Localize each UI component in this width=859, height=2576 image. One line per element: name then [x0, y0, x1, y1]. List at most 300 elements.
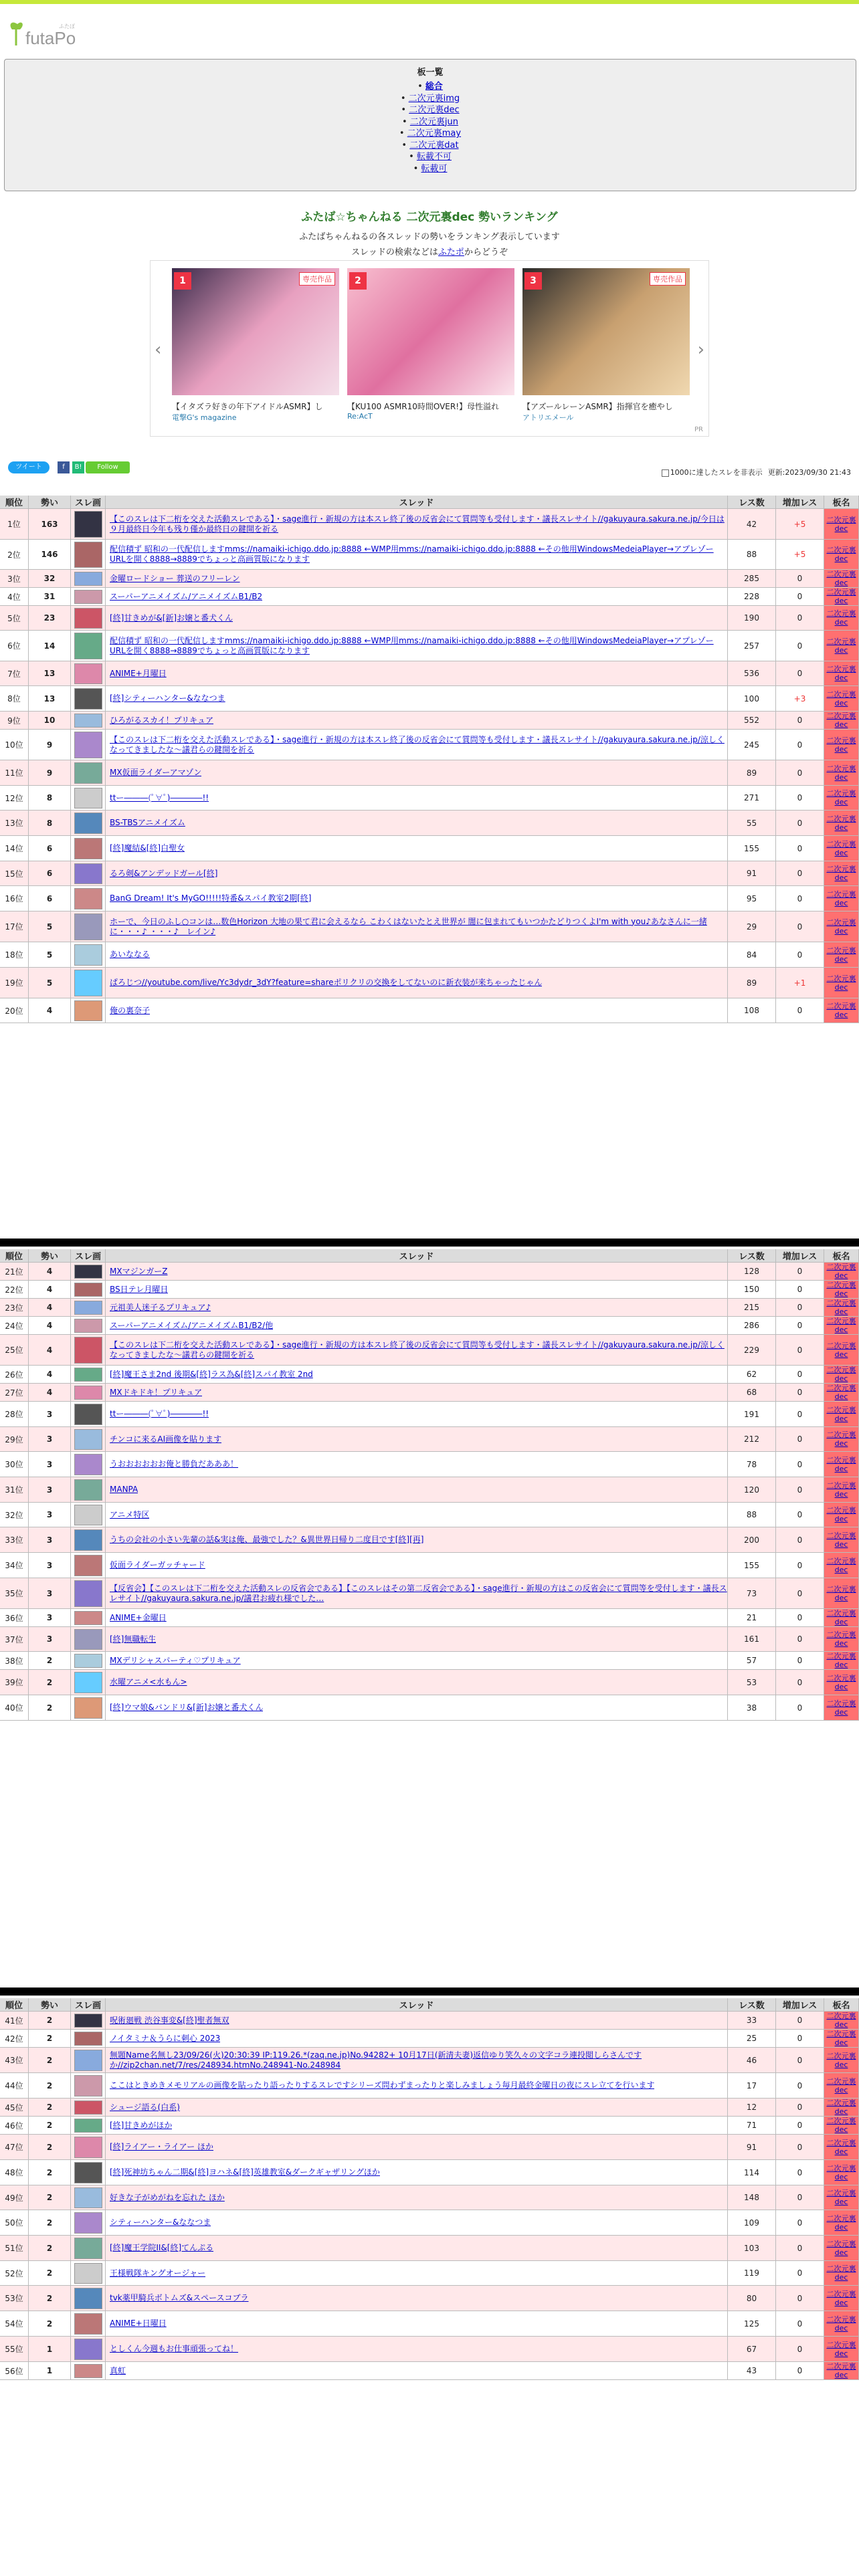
thread-thumbnail[interactable] [74, 2162, 102, 2183]
carousel-next-icon[interactable]: › [697, 340, 704, 360]
thread-link[interactable]: ANIME+月曜日 [110, 668, 167, 678]
res-count-cell: 114 [728, 2160, 776, 2185]
ad-rank-badge: 2 [349, 272, 367, 290]
thread-thumbnail[interactable] [74, 863, 102, 884]
thread-link[interactable]: [終]死神坊ちゃん二期&[終]ヨハネ&[終]英雄教室&ダークギャザリングほか [110, 2167, 380, 2177]
board-link[interactable]: 二次元裏dec [824, 1335, 859, 1365]
rank-cell: 48位 [0, 2160, 29, 2185]
thread-link[interactable]: るろ剣&アンデッドガール[終] [110, 868, 218, 878]
thread-link[interactable]: 元祖美人迷子るプリキュア♪ [110, 1302, 211, 1312]
increase-cell: 0 [776, 1553, 824, 1578]
thumb-cell [71, 631, 106, 661]
board-link[interactable]: 二次元裏dec [824, 2135, 859, 2159]
thread-link[interactable]: 呪術廻戦 渋谷事変&[終]聖者無双 [110, 2015, 229, 2025]
thread-link[interactable]: MANPA [110, 1485, 138, 1494]
rank-cell: 41位 [0, 2012, 29, 2029]
board-link[interactable]: 二次元裏dec [824, 2073, 859, 2098]
res-count-cell: 103 [728, 2236, 776, 2260]
thread-link[interactable]: 俺の裏奈子 [110, 1005, 151, 1015]
rank-cell: 46位 [0, 2117, 29, 2134]
thread-thumbnail[interactable] [74, 1697, 102, 1719]
thread-link[interactable]: ぱろじつ//youtube.com/live/Yc3dydr_3dY?feature=shareポリクリの交換をしてないのに新衣装が来ちゃったじゃん [110, 978, 543, 987]
thread-thumbnail[interactable] [74, 663, 102, 684]
ikioi-cell: 146 [29, 540, 71, 569]
thread-link[interactable]: MXマジンガーZ [110, 1266, 168, 1276]
menu-link[interactable]: 転載可 [421, 163, 448, 174]
thread-thumbnail[interactable] [74, 762, 102, 784]
thread-thumbnail[interactable] [74, 2014, 102, 2028]
thread-thumbnail[interactable] [74, 1386, 102, 1400]
board-link[interactable]: 二次元裏dec [824, 712, 859, 729]
board-link[interactable]: 二次元裏dec [824, 570, 859, 587]
menu-link[interactable]: 二次元裏may [407, 128, 462, 138]
thumb-cell [71, 712, 106, 729]
ikioi-cell: 2 [29, 2073, 71, 2098]
table-row [0, 606, 859, 631]
board-link[interactable]: 二次元裏dec [824, 1299, 859, 1316]
board-link[interactable]: 二次元裏dec [824, 2362, 859, 2379]
thumb-cell [71, 2286, 106, 2311]
thread-thumbnail[interactable] [74, 732, 102, 758]
board-link[interactable]: 二次元裏dec [824, 1527, 859, 1552]
board-link[interactable]: 二次元裏dec [824, 2311, 859, 2336]
thread-cell [106, 2117, 728, 2134]
carousel-prev-icon[interactable]: ‹ [155, 340, 162, 360]
thread-cell [106, 1609, 728, 1626]
board-link[interactable]: 二次元裏dec [824, 686, 859, 711]
thumb-cell [71, 686, 106, 711]
res-count-cell: 73 [728, 1578, 776, 1608]
thread-link[interactable]: MXドキドキ！プリキュア [110, 1387, 203, 1397]
thread-thumbnail[interactable] [74, 1580, 102, 1607]
thread-thumbnail[interactable] [74, 1505, 102, 1525]
column-header: 板名 [824, 496, 859, 508]
board-link[interactable]: 二次元裏dec [824, 1366, 859, 1383]
thread-link[interactable]: ひろがるスカイ！プリキュア [110, 715, 214, 725]
table-row [0, 886, 859, 911]
res-count-cell: 89 [728, 968, 776, 998]
board-link[interactable]: 二次元裏dec [824, 631, 859, 661]
thread-link[interactable]: [終]無職転生 [110, 1634, 157, 1644]
res-count-cell: 119 [728, 2261, 776, 2285]
res-count-cell: 148 [728, 2185, 776, 2210]
rank-cell: 13位 [0, 811, 29, 835]
table-row [0, 1427, 859, 1452]
thread-thumbnail[interactable] [74, 1555, 102, 1576]
thread-cell [106, 1317, 728, 1334]
thumb-cell [71, 2030, 106, 2047]
thread-link[interactable]: 【このスレは下二桁を交えた活動スレである】・sage進行・新規の方は本スレ終了後の反省会にて質問等も受付します・議長スレサイト//gakuyaura.sakura.ne.jp/今日は９月最終日今年も残り僅か最終日の鍵開を祈る [110, 514, 725, 534]
board-link[interactable]: 二次元裏dec [824, 2261, 859, 2285]
thread-thumbnail[interactable] [74, 2032, 102, 2046]
res-count-cell: 212 [728, 1427, 776, 1451]
board-link[interactable]: 二次元裏dec [824, 2286, 859, 2311]
board-link[interactable]: 二次元裏dec [824, 1578, 859, 1608]
thread-link[interactable]: 配信積ず 昭和の一代配信しますmms://namaiki-ichigo.ddo.jp:8888 ←WMP用mms://namaiki-ichigo.ddo.jp:8888 ←その他用WindowsMedeiaPlayer→アプレゾーURLを開く8888→8889でちょっと高画質版になります [110, 544, 714, 564]
table-row [0, 2236, 859, 2261]
thread-link[interactable]: [終]魔王さま2nd 後期&[終]ラス為&[終]スパイ教室 2nd [110, 1369, 313, 1379]
thread-link[interactable]: [終]ライアー・ライアー ほか [110, 2142, 214, 2151]
increase-cell: 0 [776, 2210, 824, 2235]
thread-thumbnail[interactable] [74, 1404, 102, 1425]
res-count-cell: 286 [728, 1317, 776, 1334]
column-header: 順位 [0, 496, 29, 508]
thumb-cell [71, 942, 106, 967]
rank-cell: 36位 [0, 1609, 29, 1626]
thumb-cell [71, 2261, 106, 2285]
thread-thumbnail[interactable] [74, 572, 102, 586]
rank-cell: 30位 [0, 1452, 29, 1477]
table-row [0, 1627, 859, 1652]
thumb-cell [71, 1281, 106, 1298]
thread-thumbnail[interactable] [74, 1454, 102, 1475]
board-link[interactable]: 二次元裏dec [824, 998, 859, 1023]
ad-new-badge: 専売作品 [650, 272, 686, 286]
board-link[interactable]: 二次元裏dec [824, 836, 859, 861]
table-row [0, 811, 859, 836]
thread-thumbnail[interactable] [74, 1283, 102, 1297]
increase-cell: 0 [776, 998, 824, 1023]
thread-thumbnail[interactable] [74, 2075, 102, 2097]
res-count-cell: 12 [728, 2099, 776, 2116]
menu-link[interactable]: 二次元裏img [408, 93, 460, 104]
follow-button[interactable]: Follow [86, 461, 130, 473]
thread-cell [106, 2012, 728, 2029]
column-header: スレッド [106, 1998, 728, 2011]
thread-thumbnail[interactable] [74, 1654, 102, 1668]
board-link[interactable]: 二次元裏dec [824, 1670, 859, 1695]
thread-thumbnail[interactable] [74, 2119, 102, 2133]
thread-thumbnail[interactable] [74, 2187, 102, 2208]
ikioi-cell: 2 [29, 2311, 71, 2336]
thread-thumbnail[interactable] [74, 2263, 102, 2284]
board-link[interactable]: 二次元裏dec [824, 1695, 859, 1720]
ad-item[interactable] [347, 268, 514, 425]
ad-image[interactable] [172, 268, 339, 395]
board-link[interactable]: 二次元裏dec [824, 886, 859, 911]
board-link[interactable]: 二次元裏dec [824, 661, 859, 685]
thread-link[interactable]: 好きな子がめがねを忘れた ほか [110, 2192, 225, 2202]
thumb-cell [71, 968, 106, 998]
page-title: ふたば☆ちゃんねる 二次元裏dec 勢いランキング [301, 211, 558, 224]
thread-thumbnail[interactable] [74, 2313, 102, 2335]
thread-link[interactable]: スーパーアニメイズム/アニメイズムB1/B2/他 [110, 1320, 274, 1330]
thread-link[interactable]: アニメ特区 [110, 1509, 150, 1519]
table-row [0, 1652, 859, 1670]
thread-link[interactable]: MXデリシャスパーティ♡プリキュア [110, 1655, 241, 1665]
thread-thumbnail[interactable] [74, 511, 102, 538]
table-row [0, 730, 859, 760]
rank-cell: 55位 [0, 2337, 29, 2361]
board-link[interactable]: 二次元裏dec [824, 1477, 859, 1502]
thread-link[interactable]: [終]魔王学院II&[終]てんぷる [110, 2243, 214, 2252]
board-link[interactable]: 二次元裏dec [824, 861, 859, 885]
thread-cell [106, 2048, 728, 2072]
thumb-cell [71, 2012, 106, 2029]
rank-cell: 44位 [0, 2073, 29, 2098]
thread-link[interactable]: 金曜ロードショー 葬送のフリーレン [110, 573, 240, 583]
futapo-logo[interactable] [7, 19, 100, 48]
board-link[interactable]: 二次元裏dec [824, 1427, 859, 1451]
thread-thumbnail[interactable] [74, 970, 102, 996]
board-link[interactable]: 二次元裏dec [824, 1503, 859, 1527]
board-link[interactable]: 二次元裏dec [824, 2185, 859, 2210]
thread-link[interactable]: tvk薬甲騎兵ボトムズ&スペースコブラ [110, 2293, 249, 2302]
menu-item: • 二次元裏may [399, 128, 462, 138]
tweet-button[interactable]: ツイート [8, 461, 50, 473]
thread-cell [106, 712, 728, 729]
thread-cell [106, 968, 728, 998]
thread-thumbnail[interactable] [74, 2238, 102, 2259]
thread-link[interactable]: MX仮面ライダーアマゾン [110, 768, 202, 777]
board-link[interactable]: 二次元裏dec [824, 2012, 859, 2029]
board-link[interactable]: 二次元裏dec [824, 2117, 859, 2134]
table-header-row [0, 1249, 859, 1263]
thumb-cell [71, 1299, 106, 1316]
thread-link[interactable]: 真虹 [110, 2365, 126, 2375]
thread-thumbnail[interactable] [74, 714, 102, 728]
thread-link[interactable]: ttー―――(ﾟ∀ﾟ)――――!! [110, 792, 209, 802]
ad-item[interactable] [522, 268, 690, 425]
thread-thumbnail[interactable] [74, 2288, 102, 2309]
board-link[interactable]: 二次元裏dec [824, 942, 859, 967]
increase-cell: 0 [776, 2160, 824, 2185]
thread-link[interactable]: シティーハンター&ななつま [110, 2218, 211, 2227]
thread-cell [106, 2286, 728, 2311]
thread-thumbnail[interactable] [74, 1265, 102, 1279]
board-link[interactable]: 二次元裏dec [824, 1384, 859, 1401]
ikioi-cell: 31 [29, 588, 71, 605]
ad-brand[interactable]: Re:AcT [347, 412, 373, 421]
board-link[interactable]: 二次元裏dec [824, 1553, 859, 1578]
menu-link[interactable]: 転載不可 [416, 152, 452, 162]
thread-link[interactable]: あいななる [110, 950, 151, 959]
thumb-cell [71, 786, 106, 810]
ikioi-cell: 2 [29, 2099, 71, 2116]
table-row [0, 2286, 859, 2311]
board-link[interactable]: 二次元裏dec [824, 509, 859, 539]
board-link[interactable]: 二次元裏dec [824, 540, 859, 569]
res-count-cell: 17 [728, 2073, 776, 2098]
thread-thumbnail[interactable] [74, 1479, 102, 1501]
ikioi-cell: 1 [29, 2362, 71, 2379]
ad-title[interactable]: 【KU100 ASMR10時間OVER!】母性溢れ [347, 402, 500, 411]
thread-link[interactable]: 【このスレは下二桁を交えた活動スレである】・sage進行・新規の方は本スレ終了後の反省会にて質問等も受付します・議長スレサイト//gakuyaura.sakura.ne.jp/涼しくなってきましたな～議君らの鍵開を祈る [110, 1339, 725, 1360]
thread-cell [106, 588, 728, 605]
board-link[interactable]: 二次元裏dec [824, 1281, 859, 1298]
thread-link[interactable]: うちの会社の小さい先輩の話&実は俺、最強でした？&異世界日帰り二度目です[終][再] [110, 1535, 424, 1544]
thumb-cell [71, 2185, 106, 2210]
table-row [0, 2135, 859, 2160]
column-header: スレ画 [71, 1249, 106, 1262]
thread-thumbnail[interactable] [74, 2339, 102, 2360]
thread-link[interactable]: 配信積ず 昭和の一代配信しますmms://namaiki-ichigo.ddo.jp:8888 ←WMP用mms://namaiki-ichigo.ddo.jp:8888 ←その他用WindowsMedeiaPlayer→アプレゾーURLを開く8888→8889でちょっと高画質版になります [110, 635, 714, 655]
thread-link[interactable]: BanG Dream! It's MyGO!!!!!特番&スパイ教室2期[終] [110, 893, 312, 903]
board-link[interactable]: 二次元裏dec [824, 1627, 859, 1651]
thread-cell [106, 998, 728, 1023]
rank-cell: 2位 [0, 540, 29, 569]
thread-thumbnail[interactable] [74, 1319, 102, 1333]
thread-link[interactable]: [終]シティーハンター&ななつま [110, 693, 225, 703]
thread-thumbnail[interactable] [74, 633, 102, 659]
board-link[interactable]: 二次元裏dec [824, 2160, 859, 2185]
ikioi-cell: 5 [29, 968, 71, 998]
res-count-cell: 46 [728, 2048, 776, 2072]
futapo-link[interactable]: ふたポ [438, 247, 464, 257]
thread-link[interactable]: ノイタミナ＆うらに刺心 2023 [110, 2033, 221, 2043]
thread-link[interactable]: としくん今週もお仕事頑張ってね！ [110, 2344, 239, 2353]
thread-link[interactable]: [終]魔結&[終]白聖女 [110, 843, 185, 853]
thread-link[interactable]: [終]ウマ娘&バンドリ&[新]お嬢と番犬くん [110, 1703, 264, 1712]
board-link[interactable]: 二次元裏dec [824, 968, 859, 998]
thread-link[interactable]: 水曜アニメ<水もん> [110, 1677, 187, 1687]
board-link[interactable]: 二次元裏dec [824, 1263, 859, 1280]
thread-link[interactable]: ttー―――(ﾟ∀ﾟ)――――!! [110, 1409, 209, 1418]
menu-link[interactable]: 総合 [425, 82, 443, 92]
thread-link[interactable]: ホーで、今日のふし○コンは…数色Horizon 大地の果て君に会えるなら こわくはないたとえ世界が 闇に包まれてもいつかたどりつくよI'm with you♪あなさんに一緒に・・・♪ ・・・♪ レイン♪ [110, 916, 707, 936]
thread-link[interactable]: 【このスレは下二桁を交えた活動スレである】・sage進行・新規の方は本スレ終了後の反省会にて質問等も受付します・議長スレサイト//gakuyaura.sakura.ne.jp/涼しくなってきましたな～議君らの鍵開を祈る [110, 734, 725, 754]
ad-title[interactable]: 【アズールレーンASMR】指揮官を癒やし [522, 402, 673, 411]
thread-thumbnail[interactable] [74, 838, 102, 859]
thread-link[interactable]: [終]甘きめがほか [110, 2120, 173, 2130]
board-link[interactable]: 二次元裏dec [824, 730, 859, 760]
board-link[interactable]: 二次元裏dec [824, 2236, 859, 2260]
menu-item: • 転載不可 [409, 152, 452, 162]
board-link[interactable]: 二次元裏dec [824, 588, 859, 605]
rank-cell: 22位 [0, 1281, 29, 1298]
board-link[interactable]: 二次元裏dec [824, 1402, 859, 1426]
thread-thumbnail[interactable] [74, 688, 102, 710]
thread-thumbnail[interactable] [74, 1629, 102, 1650]
board-link[interactable]: 二次元裏dec [824, 760, 859, 785]
menu-link[interactable]: 二次元裏jun [409, 116, 458, 127]
thread-thumbnail[interactable] [74, 888, 102, 909]
board-link[interactable]: 二次元裏dec [824, 606, 859, 630]
thread-thumbnail[interactable] [74, 1672, 102, 1693]
board-link[interactable]: 二次元裏dec [824, 911, 859, 942]
thread-thumbnail[interactable] [74, 1529, 102, 1551]
thread-link[interactable]: 仮面ライダーガッチャード [110, 1560, 205, 1570]
thread-thumbnail[interactable] [74, 608, 102, 629]
thread-link[interactable]: 無題Name名無し23/09/26(火)20:30:39 IP:119.26.*(zaq.ne.jp)No.94282+ 10月17日(新清夫妻)返信ゆり笑久々の文字コラ連投閲しらさんですか//zip2chan.net/7/res/248934.htmNo.248941-No.248984 [110, 2050, 642, 2070]
thread-thumbnail[interactable] [74, 2101, 102, 2115]
thread-thumbnail[interactable] [74, 813, 102, 834]
thread-link[interactable]: スーパーアニメイズム/アニメイズムB1/B2 [110, 591, 263, 601]
share-icon[interactable]: f [58, 461, 70, 473]
ad-brand[interactable]: 電撃G's magazine [172, 413, 237, 422]
thumb-cell [71, 1402, 106, 1426]
thumb-cell [71, 2311, 106, 2336]
thread-link[interactable]: ANIME+日曜日 [110, 2319, 167, 2328]
ad-new-badge: 専売作品 [299, 272, 335, 286]
ikioi-cell: 4 [29, 1335, 71, 1365]
svg-text:ふたぽ: ふたぽ [59, 23, 75, 29]
hide-finished-checkbox[interactable]: 1000に達したスレを非表示 [662, 467, 763, 477]
thread-link[interactable]: うおおおおおお俺と勝負だあああ！ [110, 1459, 239, 1469]
board-link[interactable]: 二次元裏dec [824, 1317, 859, 1334]
board-link[interactable]: 二次元裏dec [824, 2048, 859, 2072]
ad-image[interactable] [522, 268, 690, 395]
thread-cell [106, 1452, 728, 1477]
thread-thumbnail[interactable] [74, 944, 102, 966]
thread-link[interactable]: シュージ語る(白系) [110, 2102, 180, 2112]
thread-thumbnail[interactable] [74, 2050, 102, 2071]
thread-cell [106, 911, 728, 942]
thread-link[interactable]: 【反省会】【このスレは下二桁を交えた活動スレの反省会である】【このスレはその第二反省会である】・sage進行・新規の方はこの反省会にて質問等を受付します・議長スレサイト//gakuyaura.sakura.ne.jp/議君お疲れ様でした… [110, 1583, 727, 1603]
menu-link[interactable]: 二次元裏dec [409, 105, 460, 115]
board-link[interactable]: 二次元裏dec [824, 2337, 859, 2361]
thread-thumbnail[interactable] [74, 1301, 102, 1315]
thread-link[interactable]: ANIME+金曜日 [110, 1612, 167, 1622]
increase-cell: 0 [776, 760, 824, 785]
thread-link[interactable]: BS日テレ月曜日 [110, 1284, 169, 1294]
thumb-cell [71, 1652, 106, 1669]
thread-thumbnail[interactable] [74, 1000, 102, 1021]
thread-cell [106, 1527, 728, 1552]
thumb-cell [71, 1695, 106, 1720]
table-row [0, 712, 859, 730]
board-link[interactable]: 二次元裏dec [824, 1609, 859, 1626]
thread-thumbnail[interactable] [74, 788, 102, 809]
board-link[interactable]: 二次元裏dec [824, 2030, 859, 2047]
hatena-bookmark-icon[interactable]: B! [72, 461, 84, 473]
rank-cell: 14位 [0, 836, 29, 861]
rank-cell: 25位 [0, 1335, 29, 1365]
thread-thumbnail[interactable] [74, 1337, 102, 1364]
thread-cell [106, 1427, 728, 1451]
options [662, 467, 851, 477]
thread-thumbnail[interactable] [74, 2364, 102, 2378]
thread-link[interactable]: チンコに来るAI画像を貼ります [110, 1434, 222, 1444]
res-count-cell: 62 [728, 1366, 776, 1383]
thumb-cell [71, 861, 106, 885]
thread-thumbnail[interactable] [74, 542, 102, 568]
rank-cell: 54位 [0, 2311, 29, 2336]
column-header: スレッド [106, 1249, 728, 1262]
thread-thumbnail[interactable] [74, 1429, 102, 1450]
board-link[interactable]: 二次元裏dec [824, 811, 859, 835]
thread-link[interactable]: ここはときめきメモリアルの画像を貼ったり語ったりするスレですシリーズ問わずまったりと楽しみましょう毎月最終金曜日の夜にスレ立てを行います [110, 2080, 655, 2090]
ad-brand[interactable]: アトリエメール [522, 413, 574, 422]
thread-thumbnail[interactable] [74, 2212, 102, 2234]
board-link[interactable]: 二次元裏dec [824, 1652, 859, 1669]
thread-thumbnail[interactable] [74, 2137, 102, 2158]
ad-title[interactable]: 【イタズラ好きの年下アイドルASMR】し [172, 402, 323, 411]
ad-image[interactable] [347, 268, 514, 395]
board-link[interactable]: 二次元裏dec [824, 2210, 859, 2235]
ikioi-cell: 13 [29, 686, 71, 711]
ad-item[interactable] [172, 268, 339, 425]
thread-thumbnail[interactable] [74, 590, 102, 604]
rank-cell: 8位 [0, 686, 29, 711]
thread-link[interactable]: [終]甘きめが&[新]お嬢と番犬くん [110, 613, 233, 623]
thread-thumbnail[interactable] [74, 1368, 102, 1382]
board-link[interactable]: 二次元裏dec [824, 786, 859, 810]
board-link[interactable]: 二次元裏dec [824, 2099, 859, 2116]
thread-link[interactable]: 王様戦隊キングオージャー [110, 2268, 206, 2278]
thread-thumbnail[interactable] [74, 914, 102, 940]
thread-link[interactable]: BS-TBSアニメイズム [110, 818, 185, 827]
increase-cell: 0 [776, 1609, 824, 1626]
menu-link[interactable]: 二次元裏dat [409, 140, 459, 150]
increase-cell: 0 [776, 2048, 824, 2072]
board-link[interactable]: 二次元裏dec [824, 1452, 859, 1477]
thread-cell [106, 661, 728, 685]
rank-cell: 16位 [0, 886, 29, 911]
ikioi-cell: 9 [29, 760, 71, 785]
thread-thumbnail[interactable] [74, 1611, 102, 1625]
ikioi-cell: 2 [29, 2160, 71, 2185]
